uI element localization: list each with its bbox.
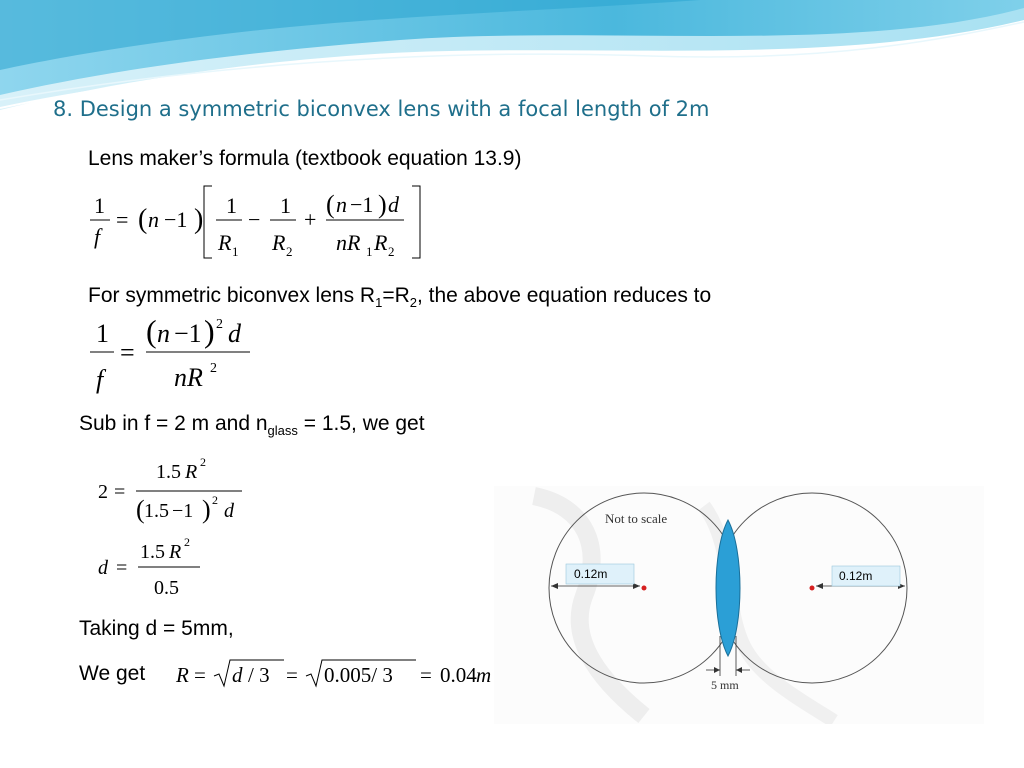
svg-text:2: 2 — [216, 317, 223, 332]
svg-text:R: R — [218, 230, 232, 255]
svg-text:1: 1 — [366, 244, 373, 259]
svg-text:R: R — [272, 230, 286, 255]
svg-text:(: ( — [326, 190, 335, 219]
svg-text:2: 2 — [212, 493, 218, 507]
symmetric-lens-text: For symmetric biconvex lens $R_1=R_2$, the above equation reduces to — [88, 284, 712, 311]
svg-text:=: = — [114, 481, 126, 503]
svg-text:=: = — [286, 663, 298, 687]
svg-text:1: 1 — [232, 244, 239, 259]
svg-text:m: m — [476, 663, 492, 687]
substituted-equation — [94, 454, 254, 526]
svg-text:d: d — [224, 500, 234, 522]
svg-text:(: ( — [136, 495, 145, 524]
result-equation — [172, 654, 496, 694]
svg-text:2: 2 — [200, 455, 206, 469]
svg-text:d: d — [98, 557, 108, 579]
svg-text:R: R — [185, 461, 198, 483]
svg-text:n: n — [157, 319, 170, 348]
svg-text:R: R — [176, 663, 189, 687]
svg-text:+: + — [304, 207, 317, 232]
left-center-point — [642, 586, 647, 591]
svg-text:=: = — [116, 557, 128, 579]
svg-text:n: n — [148, 207, 159, 232]
substitution-text: Sub in f = 2 m and $n_{glass} = 1.5$, we get — [79, 412, 425, 439]
slide-title: 8. Design a symmetric biconvex lens with a focal length of 2m — [53, 97, 710, 121]
svg-text:=: = — [194, 663, 206, 687]
svg-text:nR: nR — [174, 363, 203, 392]
we-get-text: We get — [79, 662, 146, 685]
thickness-label: 5 mm — [711, 678, 739, 692]
svg-text:2: 2 — [98, 481, 108, 503]
taking-d-text: Taking d = 5mm, — [79, 617, 234, 640]
thickness-equation — [94, 534, 214, 604]
svg-text:d: d — [232, 663, 243, 687]
svg-text:(: ( — [146, 313, 157, 349]
lens-maker-caption: Lens maker’s formula (textbook equation 13.9) — [88, 147, 522, 170]
svg-text:f: f — [94, 224, 101, 249]
svg-text:(: ( — [138, 204, 148, 235]
svg-text:d: d — [228, 319, 241, 348]
svg-text:1: 1 — [226, 193, 237, 218]
svg-text:d: d — [388, 192, 399, 217]
svg-text:1: 1 — [96, 319, 109, 348]
svg-text:0.005/ 3: 0.005/ 3 — [324, 663, 393, 687]
reduced-equation — [86, 312, 266, 400]
svg-text:−1: −1 — [172, 500, 194, 522]
svg-text:2: 2 — [184, 535, 190, 549]
svg-text:n: n — [336, 192, 347, 217]
svg-text:−1: −1 — [174, 319, 202, 348]
svg-text:−: − — [248, 207, 261, 232]
lens-maker-equation — [86, 180, 436, 262]
svg-text:/ 3: / 3 — [248, 663, 270, 687]
svg-text:R: R — [374, 230, 388, 255]
right-radius-label: 0.12m — [839, 569, 873, 583]
svg-text:1.5: 1.5 — [156, 461, 181, 483]
svg-text:−1: −1 — [350, 192, 374, 217]
svg-text:0.04: 0.04 — [440, 663, 477, 687]
svg-text:1: 1 — [280, 193, 291, 218]
svg-text:2: 2 — [388, 244, 395, 259]
svg-text:2: 2 — [210, 361, 217, 376]
svg-text:): ) — [194, 204, 204, 235]
svg-text:−1: −1 — [164, 207, 188, 232]
svg-text:2: 2 — [286, 244, 293, 259]
svg-text:1.5: 1.5 — [144, 500, 169, 522]
svg-text:): ) — [378, 190, 387, 219]
svg-text:=: = — [420, 663, 432, 687]
svg-text:R: R — [169, 541, 182, 563]
left-radius-label: 0.12m — [574, 567, 608, 581]
not-to-scale-caption: Not to scale — [605, 511, 668, 526]
svg-text:1.5: 1.5 — [140, 541, 165, 563]
svg-text:): ) — [204, 313, 215, 349]
svg-text:=: = — [120, 338, 135, 367]
right-center-point — [810, 586, 815, 591]
lens-diagram — [494, 486, 984, 724]
svg-text:nR: nR — [336, 230, 361, 255]
svg-text:): ) — [202, 495, 211, 524]
svg-text:f: f — [96, 365, 104, 394]
svg-text:=: = — [116, 207, 129, 232]
svg-text:1: 1 — [94, 193, 105, 218]
svg-text:0.5: 0.5 — [154, 577, 179, 599]
